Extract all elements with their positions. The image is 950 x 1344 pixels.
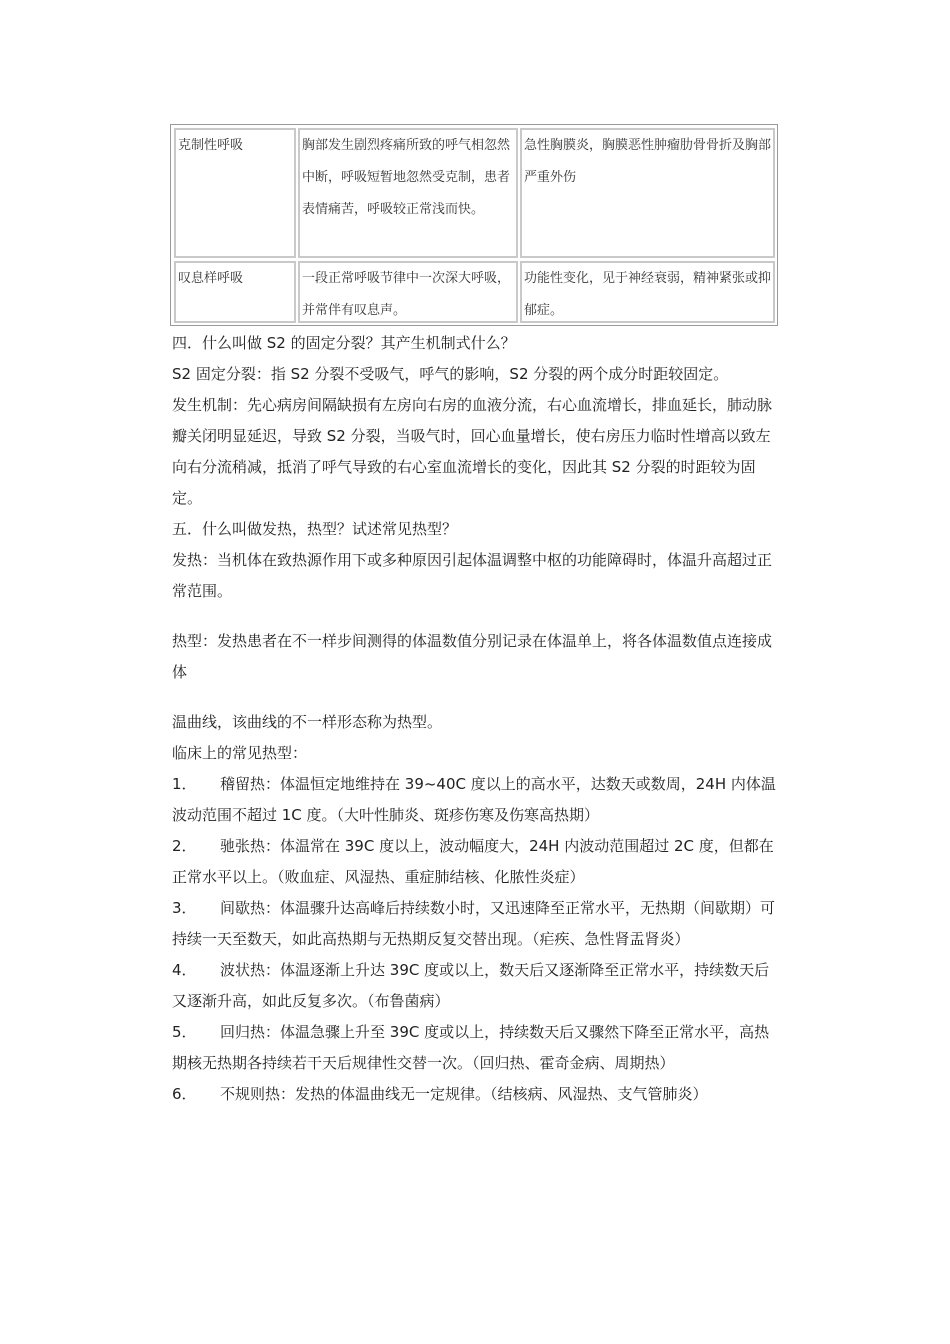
table-cell-description: 一段正常呼吸节律中一次深大呼吸，并常伴有叹息声。 [298,261,518,323]
respiration-table [170,124,778,326]
list-item-number: 6． [172,1085,197,1103]
section-4-title: 四．什么叫做 S2 的固定分裂？其产生机制式什么？ [172,334,516,352]
table-cell-description: 胸部发生剧烈疼痛所致的呼气相忽然中断，呼吸短暂地忽然受克制，患者表情痛苦，呼吸较正常浅而快。 [298,128,518,258]
list-item [172,769,782,831]
s2-mechanism: 发生机制：先心病房间隔缺损有左房向右房的血液分流，右心血流增长，排血延长，肺动脉瓣关闭明显延迟，导致 S2 分裂，当吸气时，回心血量增长，使右房压力临时性增高以致左向右分流稍减，抵消了呼气导致的右心室血流增长的变化，因此其 S2 分裂的时距较为固定。 [172,396,773,507]
list-item-text: 不规则热：发热的体温曲线无一定规律。（结核病、风湿热、支气管肺炎） [220,1085,708,1103]
section-5-title: 五．什么叫做发热，热型？试述常见热型？ [172,520,458,538]
common-types-title: 临床上的常见热型： [172,744,308,762]
spacer [172,688,782,707]
table-cell-cause: 急性胸膜炎，胸膜恶性肿瘤肋骨骨折及胸部严重外伤 [520,128,775,258]
body-text [172,328,782,1110]
list-item-text: 驰张热：体温常在 39C 度以上，波动幅度大，24H 内波动范围超过 2C 度，但都在正常水平以上。（败血症、风湿热、重症肺结核、化脓性炎症） [172,837,774,886]
spacer [172,607,782,626]
fever-type-definition: 热型：发热患者在不一样步间测得的体温数值分别记录在体温单上，将各体温数值点连接成体 [172,632,773,681]
list-item-number: 4． [172,961,197,979]
list-item-text: 回归热：体温急骤上升至 39C 度或以上，持续数天后又骤然下降至正常水平，高热期核无热期各持续若干天后规律性交替一次。（回归热、霍奇金病、周期热） [172,1023,770,1072]
list-item-number: 3． [172,899,197,917]
list-item-number: 1． [172,775,197,793]
list-item [172,893,782,955]
table-cell-name: 叹息样呼吸 [174,261,296,323]
list-item-text: 间歇热：体温骤升达高峰后持续数小时，又迅速降至正常水平，无热期（间歇期）可持续一天至数天，如此高热期与无热期反复交替出现。（疟疾、急性肾盂肾炎） [172,899,776,948]
list-item [172,1079,782,1110]
s2-definition: S2 固定分裂：指 S2 分裂不受吸气，呼气的影响，S2 分裂的两个成分时距较固定。 [172,365,729,383]
list-item-number: 2． [172,837,197,855]
table-cell-name: 克制性呼吸 [174,128,296,258]
list-item-text: 稽留热：体温恒定地维持在 39~40C 度以上的高水平，达数天或数周，24H 内体温波动范围不超过 1C 度。（大叶性肺炎、斑疹伤寒及伤寒高热期） [172,775,776,824]
fever-type-definition-cont: 温曲线，该曲线的不一样形态称为热型。 [172,713,443,731]
list-item [172,831,782,893]
list-item [172,955,782,1017]
list-item-text: 波状热：体温逐渐上升达 39C 度或以上，数天后又逐渐降至正常水平，持续数天后又逐渐升高，如此反复多次。（布鲁菌病） [172,961,770,1010]
list-item [172,1017,782,1079]
fever-definition: 发热：当机体在致热源作用下或多种原因引起体温调整中枢的功能障碍时，体温升高超过正常范围。 [172,551,773,600]
list-item-number: 5． [172,1023,197,1041]
table-cell-cause: 功能性变化，见于神经衰弱，精神紧张或抑郁症。 [520,261,775,323]
